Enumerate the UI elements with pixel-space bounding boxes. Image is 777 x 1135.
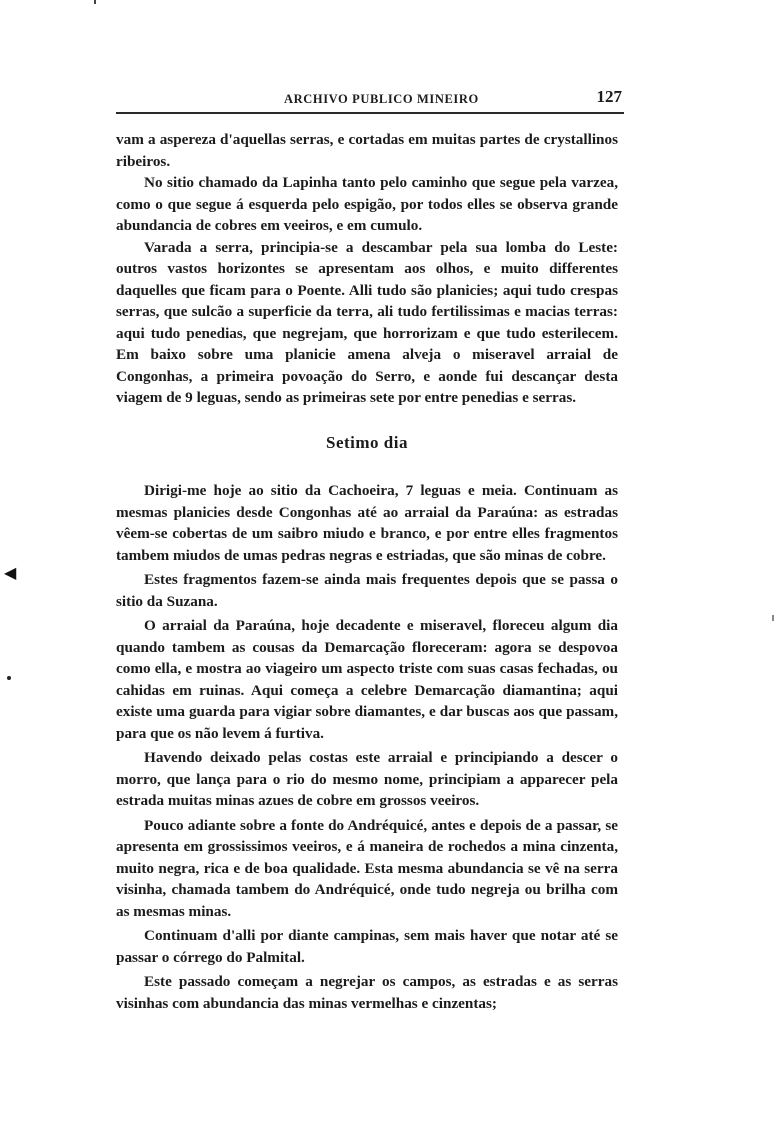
paragraph: No sitio chamado da Lapinha tanto pelo caminho que segue pela varzea, como o que segue á esquerda pelo espigão, por todos elles se observa grande abundancia de cobres em veeiros, e em cumulo.	[116, 174, 618, 234]
running-title: ARCHIVO PUBLICO MINEIRO	[284, 92, 479, 106]
section-title: Setimo dia	[326, 433, 408, 452]
page-number: 127	[596, 87, 622, 106]
paragraph: Este passado começam a negrejar os campos, as estradas e as serras visinhas com abundancia das minas vermelhas e cinzentas;	[116, 973, 618, 1012]
margin-dot	[7, 676, 11, 680]
page-header	[116, 88, 624, 114]
top-text-block	[116, 129, 618, 409]
paragraph: Varada a serra, principia-se a descambar pela sua lomba do Leste: outros vastos horizontes se apresentam aos olhos, e muito differentes daquelles que ficam para o Poente. Alli tudo são planicies; aqui tudo crespas serras, que sulcão a superficie da terra, ali tudo fertilissimas e macias terras: aqui tudo penedias, que negrejam, que horrorizam e que tudo esterilecem. Em baixo sobre uma planicie amena alveja o miseravel arraial de Congonhas, a primeira povoação do Serro, e aonde fui descançar desta viagem de 9 leguas, sendo as primeiras sete por entre penedias e serras.	[116, 238, 618, 406]
paragraph: Continuam d'alli por diante campinas, sem mais haver que notar até se passar o córrego do Palmital.	[116, 927, 618, 966]
scan-mark	[772, 615, 774, 621]
paragraph: Estes fragmentos fazem-se ainda mais frequentes depois que se passa o sitio da Suzana.	[116, 571, 618, 610]
paragraph: O arraial da Paraúna, hoje decadente e miseravel, floreceu algum dia quando tambem as cousas da Demarcação floreceram: agora se despovoa como ella, e mostra ao viageiro um aspecto triste com suas casas fechadas, ou cahidas em ruinas. Aqui começa a celebre Demarcação diamantina; aqui existe uma guarda para vigiar sobre diamantes, e dar buscas aos que passam, para que os não levem á furtiva.	[116, 617, 618, 742]
paragraph: Havendo deixado pelas costas este arraial e principiando a descer o morro, que lança para o rio do mesmo nome, principiam a apparecer pela estrada muitas minas azues de cobre em grossos veeiros.	[116, 749, 618, 809]
paragraph: Dirigi-me hoje ao sitio da Cachoeira, 7 leguas e meia. Continuam as mesmas planicies desde Congonhas até ao arraial da Paraúna: as estradas vêem-se cobertas de um saibro miudo e branco, e por entre elles fragmentos tambem miudos de umas pedras negras e estriadas, que são minas de cobre.	[116, 482, 618, 564]
paragraph: vam a aspereza d'aquellas serras, e cortadas em muitas partes de crystallinos ribeiros.	[116, 131, 618, 170]
scan-mark	[94, 0, 96, 4]
body-text-block	[116, 480, 618, 1014]
paragraph: Pouco adiante sobre a fonte do Andréquicé, antes e depois de a passar, se apresenta em grossissimos veeiros, e á maneira de rochedos a mina cinzenta, muito negra, rica e de boa qualidade. Esta mesma abundancia se vê na serra visinha, chamada tambem do Andréquicé, onde tudo negreja ou brilha com as mesmas minas.	[116, 816, 618, 920]
margin-arrow-icon: ◀	[4, 565, 17, 582]
